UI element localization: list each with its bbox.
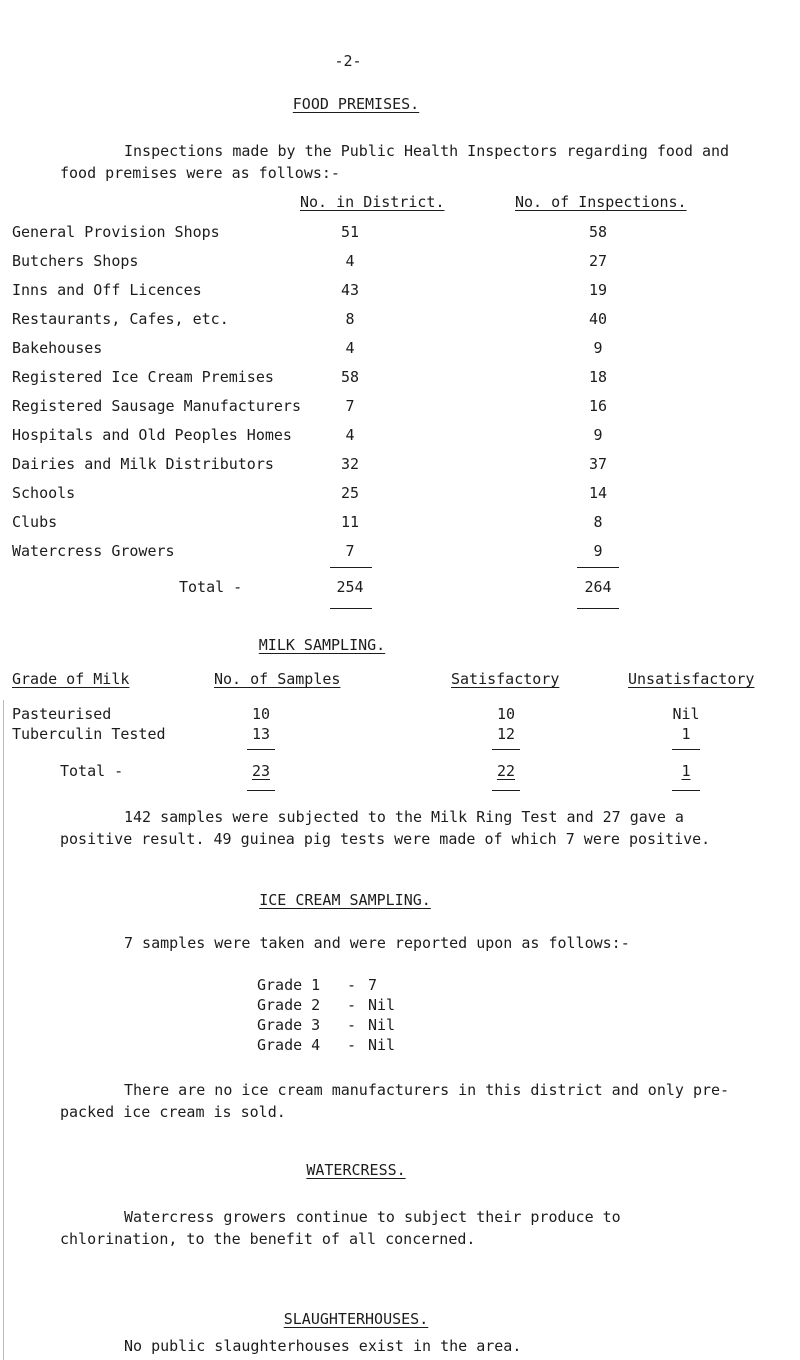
milk-row-grade: Tuberculin Tested — [12, 725, 166, 743]
milk-row-unsatisfactory: 1 — [681, 725, 691, 743]
col-header-unsatisfactory: Unsatisfactory — [628, 670, 755, 688]
ice-cream-grade-value: Nil — [368, 996, 396, 1014]
food-premises-row-name: Watercress Growers — [12, 542, 175, 560]
satisfactory-total-rule — [492, 790, 520, 791]
milk-row-unsatisfactory: Nil — [672, 705, 700, 723]
milk-row-samples: 10 — [251, 705, 271, 723]
col-header-grade: Grade of Milk — [12, 670, 130, 688]
food-premises-row-district: 7 — [345, 542, 355, 560]
food-premises-row-name: Butchers Shops — [12, 252, 139, 270]
slaughterhouses-text: No public slaughterhouses exist in the area. — [124, 1337, 522, 1355]
milk-total-label: Total - — [60, 762, 124, 780]
district-sum-rule — [330, 567, 372, 568]
unsatisfactory-sum-rule — [672, 749, 700, 750]
ice-cream-grade-label: Grade 2 — [257, 996, 321, 1014]
food-premises-row-inspections: 16 — [588, 397, 608, 415]
ice-cream-note: There are no ice cream manufacturers in this district and only pre-packed ice cream is sold. — [60, 1081, 730, 1121]
food-premises-row-district: 32 — [340, 455, 360, 473]
ice-cream-grade-label: Grade 1 — [257, 976, 321, 994]
ice-cream-heading: ICE CREAM SAMPLING. — [259, 891, 431, 909]
watercress-text: Watercress growers continue to subject their produce to chlorination, to the benefit of all concerned. — [60, 1208, 621, 1248]
food-premises-row-name: Registered Sausage Manufacturers — [12, 397, 301, 415]
food-premises-row-name: Inns and Off Licences — [12, 281, 202, 299]
food-total-label: Total - — [179, 578, 243, 596]
food-premises-row-name: Dairies and Milk Distributors — [12, 455, 274, 473]
grade-dash: - — [347, 976, 357, 994]
milk-total-unsatisfactory: 1 — [681, 762, 691, 780]
food-total-district: 254 — [336, 578, 364, 596]
food-premises-row-name: Schools — [12, 484, 76, 502]
food-premises-row-inspections: 27 — [588, 252, 608, 270]
food-premises-row-district: 25 — [340, 484, 360, 502]
food-total-inspections: 264 — [584, 578, 612, 596]
food-premises-row-name: General Provision Shops — [12, 223, 220, 241]
district-total-rule — [330, 608, 372, 609]
food-premises-row-inspections: 40 — [588, 310, 608, 328]
grade-dash: - — [347, 1036, 357, 1054]
food-premises-row-name: Hospitals and Old Peoples Homes — [12, 426, 292, 444]
food-premises-row-name: Registered Ice Cream Premises — [12, 368, 274, 386]
ice-cream-grade-value: 7 — [368, 976, 378, 994]
milk-total-samples: 23 — [251, 762, 271, 780]
milk-total-satisfactory: 22 — [496, 762, 516, 780]
food-premises-row-name: Restaurants, Cafes, etc. — [12, 310, 229, 328]
food-premises-row-inspections: 9 — [593, 339, 603, 357]
food-premises-row-inspections: 37 — [588, 455, 608, 473]
food-premises-row-district: 4 — [345, 252, 355, 270]
watercress-heading: WATERCRESS. — [306, 1161, 406, 1179]
col-header-samples: No. of Samples — [214, 670, 341, 688]
food-premises-row-inspections: 58 — [588, 223, 608, 241]
ice-cream-grade-label: Grade 4 — [257, 1036, 321, 1054]
ice-cream-grade-value: Nil — [368, 1016, 396, 1034]
food-premises-row-inspections: 19 — [588, 281, 608, 299]
food-premises-row-district: 4 — [345, 339, 355, 357]
milk-row-grade: Pasteurised — [12, 705, 112, 723]
page-edge-line — [3, 700, 4, 1360]
food-premises-row-district: 4 — [345, 426, 355, 444]
grade-dash: - — [347, 996, 357, 1014]
food-premises-heading: FOOD PREMISES. — [292, 95, 420, 113]
milk-row-satisfactory: 12 — [496, 725, 516, 743]
milk-row-samples: 13 — [251, 725, 271, 743]
food-premises-row-name: Bakehouses — [12, 339, 103, 357]
col-header-satisfactory: Satisfactory — [451, 670, 560, 688]
satisfactory-sum-rule — [492, 749, 520, 750]
food-premises-row-district: 43 — [340, 281, 360, 299]
food-premises-row-district: 11 — [340, 513, 360, 531]
food-premises-row-name: Clubs — [12, 513, 58, 531]
inspections-total-rule — [577, 608, 619, 609]
inspections-sum-rule — [577, 567, 619, 568]
ice-cream-grade-value: Nil — [368, 1036, 396, 1054]
food-premises-row-inspections: 14 — [588, 484, 608, 502]
food-premises-row-inspections: 8 — [593, 513, 603, 531]
page-number: -2- — [334, 52, 362, 70]
slaughterhouses-heading: SLAUGHTERHOUSES. — [283, 1310, 429, 1328]
samples-sum-rule — [247, 749, 275, 750]
food-premises-row-inspections: 9 — [593, 542, 603, 560]
col-header-inspections: No. of Inspections. — [515, 193, 687, 211]
milk-row-satisfactory: 10 — [496, 705, 516, 723]
grade-dash: - — [347, 1016, 357, 1034]
food-premises-row-district: 51 — [340, 223, 360, 241]
ice-cream-intro: 7 samples were taken and were reported upon as follows:- — [124, 934, 630, 952]
ice-cream-grade-label: Grade 3 — [257, 1016, 321, 1034]
food-premises-row-inspections: 9 — [593, 426, 603, 444]
milk-sampling-heading: MILK SAMPLING. — [258, 636, 386, 654]
samples-total-rule — [247, 790, 275, 791]
food-premises-intro: Inspections made by the Public Health Inspectors regarding food and food premises were as follows:- — [60, 142, 730, 182]
food-premises-row-district: 8 — [345, 310, 355, 328]
food-premises-row-district: 7 — [345, 397, 355, 415]
unsatisfactory-total-rule — [672, 790, 700, 791]
col-header-district: No. in District. — [300, 193, 445, 211]
food-premises-row-inspections: 18 — [588, 368, 608, 386]
milk-ring-test-note: 142 samples were subjected to the Milk Ring Test and 27 gave a positive result. 49 guinea pig tests were made of which 7 were positive. — [60, 808, 711, 848]
food-premises-row-district: 58 — [340, 368, 360, 386]
